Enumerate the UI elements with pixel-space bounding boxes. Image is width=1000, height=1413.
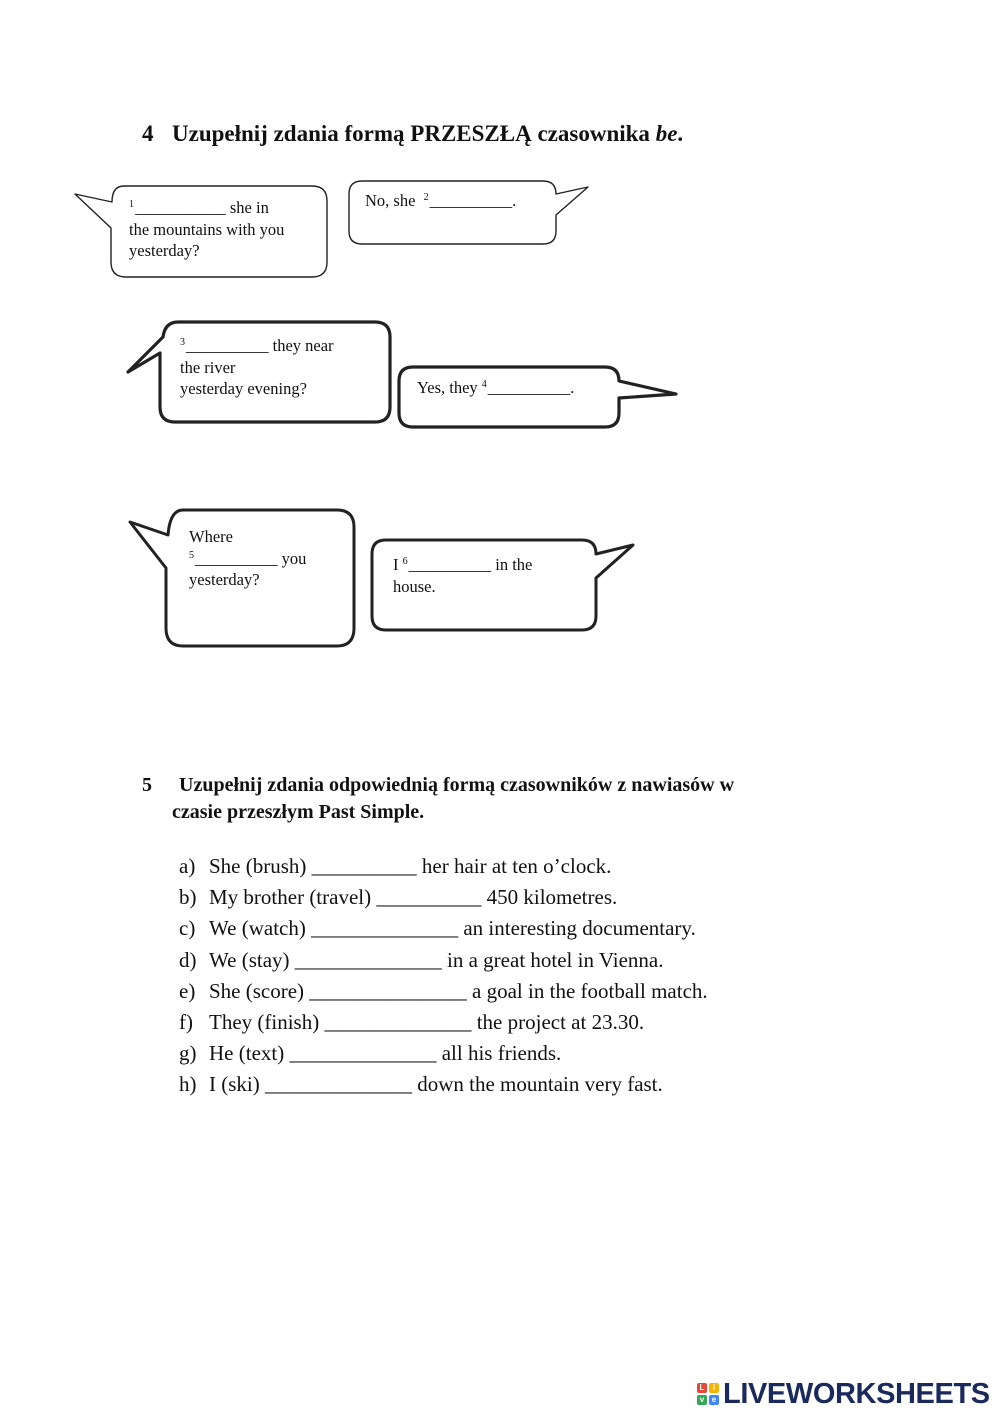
item-text: We (stay) ______________ in a great hotel in Vienna. (209, 947, 664, 972)
list-item (179, 913, 708, 944)
logo-mark-letter: L (697, 1383, 707, 1393)
gap-number-4: 4 (481, 379, 487, 390)
list-item (179, 976, 708, 1007)
bubble-3-line-2: the river (180, 357, 236, 377)
logo-mark-icon (697, 1383, 719, 1405)
item-letter: b) (179, 885, 197, 910)
item-letter: d) (179, 947, 197, 972)
item-text: She (score) _______________ a goal in the football match. (209, 978, 708, 1003)
bubble-5-line-1: Where (189, 527, 233, 546)
gap-number-5: 5 (189, 549, 194, 561)
logo-mark-letter: e (709, 1395, 719, 1405)
item-letter: c) (179, 916, 196, 941)
list-item (179, 1038, 708, 1069)
bubble-6-text (393, 554, 532, 597)
bubble-4-text (417, 377, 574, 399)
exercise-5-title-line-2: czasie przeszłym Past Simple. (172, 801, 425, 823)
item-letter: f) (179, 1010, 193, 1035)
bubble-6-line-1: __________ in the (408, 555, 533, 574)
bubble-4-line-1: __________. (487, 378, 575, 397)
list-item (179, 1007, 708, 1038)
bubble-1-line-1: ___________ she in (135, 198, 269, 217)
gap-number-3: 3 (180, 337, 185, 348)
bubble-5-line-3: yesterday? (189, 570, 260, 589)
logo-mark-letter: v (697, 1395, 707, 1405)
item-text: I (ski) ______________ down the mountain very fast. (209, 1072, 663, 1097)
liveworksheets-logo (697, 1377, 990, 1411)
bubble-6-prefix: I (393, 555, 399, 574)
item-letter: a) (179, 854, 196, 878)
bubble-6-line-2: house. (393, 576, 436, 596)
item-text: We (watch) ______________ an interesting documentary. (209, 916, 696, 941)
exercise-5-title (142, 772, 734, 826)
list-item (179, 882, 708, 913)
bubble-1-text (129, 197, 284, 262)
item-letter: g) (179, 1041, 197, 1066)
item-text: They (finish) ______________ the project at 23.30. (209, 1010, 645, 1035)
exercise-5-list (179, 851, 708, 1101)
list-item (179, 851, 708, 882)
item-letter: h) (179, 1072, 197, 1097)
bubble-5-line-2: __________ you (195, 548, 307, 568)
bubble-1-line-2: the mountains with you (129, 219, 285, 239)
bubble-3-line-1: __________ they near (186, 336, 334, 355)
gap-number-2: 2 (423, 192, 429, 203)
bubble-4-prefix: Yes, they (417, 378, 478, 397)
gap-number-1: 1 (129, 199, 134, 210)
bubble-1-line-3: yesterday? (129, 241, 200, 260)
list-item (179, 945, 708, 976)
bubble-5-text (189, 526, 306, 591)
logo-mark-letter: i (709, 1383, 719, 1393)
exercise-4-title-text: Uzupełnij zdania formą PRZESZŁĄ czasownika (172, 121, 650, 146)
list-item (179, 1069, 708, 1100)
exercise-5-title-line-1: Uzupełnij zdania odpowiednią formą czasowników z nawiasów w (179, 774, 735, 796)
bubble-2-prefix: No, she (365, 191, 416, 210)
bubble-3-line-3: yesterday evening? (180, 379, 307, 398)
item-text: He (text) ______________ all his friends. (209, 1041, 562, 1066)
item-letter: e) (179, 978, 196, 1003)
exercise-5-number: 5 (142, 774, 152, 796)
bubble-3-text (180, 335, 334, 400)
exercise-4-number: 4 (142, 121, 154, 146)
bubble-2-text (365, 190, 516, 212)
bubble-2-line-1: __________. (429, 191, 517, 210)
exercise-4-title-emphasis: be (655, 121, 678, 146)
item-text: My brother (travel) __________ 450 kilometres. (209, 885, 618, 910)
item-text: She (brush) __________ her hair at ten o’clock. (209, 854, 612, 878)
logo-text: LIVEWORKSHEETS (723, 1377, 990, 1410)
exercise-4-title-period: . (677, 121, 684, 146)
gap-number-6: 6 (402, 556, 408, 567)
